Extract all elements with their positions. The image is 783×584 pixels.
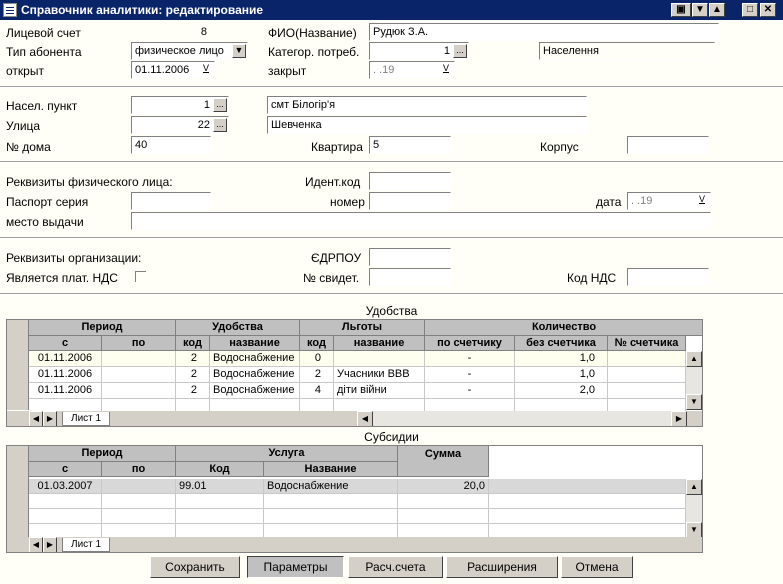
ellipsis-icon[interactable]: ... xyxy=(213,98,227,112)
cell-name[interactable] xyxy=(264,509,398,524)
cell-bcode[interactable]: 4 xyxy=(300,383,334,399)
extensions-button[interactable]: Расширения xyxy=(446,556,558,578)
col-from[interactable]: с xyxy=(29,336,102,351)
row-header xyxy=(7,320,29,410)
passport-date-label: дата xyxy=(596,195,622,209)
col-group-period: Период xyxy=(29,446,176,462)
vertical-scrollbar[interactable] xyxy=(686,479,702,538)
edrpou-field[interactable] xyxy=(369,248,451,266)
cell-code[interactable]: 2 xyxy=(176,367,210,383)
sheet-prev-icon[interactable]: ◀ xyxy=(29,537,43,553)
account-field[interactable]: 8 xyxy=(131,23,211,41)
cell-nometer[interactable]: 1,0 xyxy=(515,351,608,367)
cell-meter[interactable]: - xyxy=(425,351,515,367)
ident-code-field[interactable] xyxy=(369,172,451,190)
edrpou-label: ЄДРПОУ xyxy=(311,251,362,265)
cell-sum[interactable] xyxy=(398,494,489,509)
cell-name[interactable]: Водоснабжение xyxy=(210,351,300,367)
closed-date-value: . .19 xyxy=(373,64,395,76)
col-name[interactable]: Название xyxy=(264,462,398,477)
cell-from[interactable] xyxy=(29,509,102,524)
apartment-field[interactable]: 5 xyxy=(369,136,451,154)
cell-bname[interactable]: Учасники ВВВ xyxy=(334,367,425,383)
close-icon[interactable]: ✕ xyxy=(760,3,776,17)
cell-name[interactable]: Водоснабжение xyxy=(210,383,300,399)
passport-series-label: Паспорт серия xyxy=(6,195,89,209)
ident-code-label: Идент.код xyxy=(305,175,361,189)
cell-to[interactable] xyxy=(102,383,176,399)
locality-name-field: смт Білогір'я xyxy=(267,96,587,114)
calendar-dropdown-icon[interactable]: V xyxy=(202,63,209,73)
cell-extra[interactable] xyxy=(489,479,686,494)
cell-sum[interactable]: 20,0 xyxy=(398,479,489,494)
horizontal-scrollbar[interactable] xyxy=(357,411,687,427)
opened-date-value: 01.11.2006 xyxy=(135,64,190,76)
opened-label: открыт xyxy=(6,64,44,78)
ellipsis-icon[interactable]: ... xyxy=(213,118,227,132)
passport-number-label: номер xyxy=(330,195,365,209)
cell-bcode[interactable]: 2 xyxy=(300,367,334,383)
locality-code-field[interactable] xyxy=(131,96,229,114)
printer-icon[interactable]: ▣ xyxy=(671,3,691,17)
cell-from[interactable] xyxy=(29,494,102,509)
passport-number-field[interactable] xyxy=(369,192,451,210)
cell-nometer[interactable]: 2,0 xyxy=(515,383,608,399)
cell-from[interactable]: 01.11.2006 xyxy=(29,383,102,399)
cell-to[interactable] xyxy=(102,479,176,494)
street-name-field: Шевченка xyxy=(267,116,587,134)
passport-date-field[interactable] xyxy=(627,192,711,210)
vat-code-field[interactable] xyxy=(627,268,709,286)
cell-sum[interactable] xyxy=(398,509,489,524)
subsidies-grid[interactable] xyxy=(6,445,703,553)
calendar-dropdown-icon[interactable]: V xyxy=(698,194,705,204)
sheet-bar xyxy=(7,411,703,427)
sheet-tab[interactable]: Лист 1 xyxy=(62,412,110,426)
sheet-prev-icon[interactable]: ◀ xyxy=(29,411,43,427)
sheet-next-icon[interactable]: ▶ xyxy=(43,411,57,427)
col-to[interactable]: по xyxy=(102,336,176,351)
col-meter[interactable]: по счетчику xyxy=(425,336,515,351)
building-label: Корпус xyxy=(540,140,579,154)
fio-field[interactable]: Рудюк З.А. xyxy=(369,23,719,41)
row-header xyxy=(7,446,29,538)
cert-number-label: № свидет. xyxy=(303,271,360,285)
scroll-down-icon[interactable]: ▼ xyxy=(686,394,702,410)
col-benefit-code[interactable]: код xyxy=(300,336,334,351)
scroll-down-icon[interactable]: ▼ xyxy=(686,522,702,538)
col-group-service: Услуга xyxy=(176,446,398,462)
cell-from[interactable]: 01.11.2006 xyxy=(29,351,102,367)
cell-name[interactable]: Водоснабжение xyxy=(264,479,398,494)
cell-code[interactable]: 2 xyxy=(176,351,210,367)
cell-meterno[interactable] xyxy=(608,383,686,399)
col-group-period: Период xyxy=(29,320,176,336)
amenities-caption: Удобства xyxy=(365,304,418,318)
save-button[interactable]: Сохранить xyxy=(150,556,240,578)
cell-from[interactable]: 01.03.2007 xyxy=(29,479,102,494)
vat-payer-label: Является плат. НДС xyxy=(6,271,118,285)
chevron-down-icon[interactable]: ▼ xyxy=(232,44,246,58)
category-name-field: Населення xyxy=(539,42,715,60)
street-code-value: 22 xyxy=(197,119,210,131)
accounts-button[interactable]: Расч.счета xyxy=(348,556,443,578)
app-icon xyxy=(3,3,17,17)
col-name[interactable]: название xyxy=(210,336,300,351)
cell-meter[interactable]: - xyxy=(425,367,515,383)
cell-to[interactable] xyxy=(102,351,176,367)
sheet-bar xyxy=(7,537,703,553)
account-label: Лицевой счет xyxy=(6,26,81,40)
col-no-meter[interactable]: без счетчика xyxy=(515,336,608,351)
passport-series-field[interactable] xyxy=(131,192,211,210)
col-from[interactable]: с xyxy=(29,462,102,477)
cell-to[interactable] xyxy=(102,509,176,524)
scroll-up-icon[interactable]: ▲ xyxy=(686,479,702,495)
sheet-tab[interactable]: Лист 1 xyxy=(62,538,110,552)
vat-code-label: Код НДС xyxy=(567,271,617,285)
category-code-value: 1 xyxy=(443,45,450,57)
separator xyxy=(0,86,783,88)
col-group-benefits: Льготы xyxy=(300,320,425,336)
street-label: Улица xyxy=(6,119,41,133)
org-details-label: Реквизиты организации: xyxy=(6,251,142,265)
locality-label: Насел. пункт xyxy=(6,99,78,113)
cell-name[interactable]: Водоснабжение xyxy=(210,367,300,383)
sheet-next-icon[interactable]: ▶ xyxy=(43,537,57,553)
closed-label: закрыт xyxy=(268,64,307,78)
dropdown-icon[interactable]: ▼ xyxy=(692,3,708,17)
calendar-dropdown-icon[interactable]: V xyxy=(442,63,449,73)
category-label: Категор. потреб. xyxy=(268,45,360,59)
issue-place-label: место выдачи xyxy=(6,215,84,229)
col-to[interactable]: по xyxy=(102,462,176,477)
cell-from[interactable]: 01.11.2006 xyxy=(29,367,102,383)
amenities-grid[interactable] xyxy=(6,319,703,427)
house-label: № дома xyxy=(6,140,51,154)
category-code-field[interactable] xyxy=(369,42,469,60)
closed-date-field[interactable] xyxy=(369,61,455,79)
params-button[interactable]: Параметры xyxy=(247,556,344,578)
col-benefit-name[interactable]: название xyxy=(334,336,425,351)
window-title: Справочник аналитики: редактирование xyxy=(21,3,264,17)
cell-name[interactable] xyxy=(264,494,398,509)
cell-meter[interactable]: - xyxy=(425,383,515,399)
cell-bname[interactable] xyxy=(334,351,425,367)
vertical-scrollbar[interactable] xyxy=(686,351,702,410)
scroll-up-icon[interactable]: ▲ xyxy=(686,351,702,367)
apartment-label: Квартира xyxy=(311,140,363,154)
title-bar xyxy=(0,0,783,20)
cell-extra[interactable] xyxy=(489,509,686,524)
cell-bname[interactable]: діти війни xyxy=(334,383,425,399)
subscriber-type-label: Тип абонента xyxy=(6,45,82,59)
opened-date-field[interactable] xyxy=(131,61,215,79)
form-area xyxy=(0,20,783,584)
cell-nometer[interactable]: 1,0 xyxy=(515,367,608,383)
fio-label: ФИО(Название) xyxy=(268,26,357,40)
up-arrow-icon[interactable]: ▲ xyxy=(709,3,725,17)
cell-code[interactable]: 2 xyxy=(176,383,210,399)
subscriber-type-select[interactable] xyxy=(131,42,248,60)
ellipsis-icon[interactable]: ... xyxy=(453,44,467,58)
locality-code-value: 1 xyxy=(203,99,210,111)
cell-code[interactable]: 99.01 xyxy=(176,479,264,494)
cell-to[interactable] xyxy=(102,494,176,509)
cert-number-field[interactable] xyxy=(369,268,451,286)
scroll-right-icon[interactable]: ▶ xyxy=(671,411,687,427)
subsidies-caption: Субсидии xyxy=(364,430,419,444)
cell-meterno[interactable] xyxy=(608,351,686,367)
subscriber-type-value: физическое лицо xyxy=(135,45,224,57)
vat-payer-checkbox[interactable] xyxy=(135,271,146,282)
house-field[interactable]: 40 xyxy=(131,136,211,154)
passport-date-value: . .19 xyxy=(631,195,653,207)
separator xyxy=(0,237,783,239)
col-code[interactable]: код xyxy=(176,336,210,351)
maximize-icon[interactable]: □ xyxy=(742,3,758,17)
cell-to[interactable] xyxy=(102,367,176,383)
col-sum[interactable]: Сумма xyxy=(398,446,489,477)
street-code-field[interactable] xyxy=(131,116,229,134)
col-group-amenity: Удобства xyxy=(176,320,300,336)
cell-extra[interactable] xyxy=(489,494,686,509)
cell-code[interactable] xyxy=(176,494,264,509)
scroll-left-icon[interactable]: ◀ xyxy=(357,411,373,427)
person-details-label: Реквизиты физического лица: xyxy=(6,175,173,189)
separator xyxy=(0,293,783,295)
cell-code[interactable] xyxy=(176,509,264,524)
cancel-button[interactable]: Отмена xyxy=(561,556,633,578)
issue-place-field[interactable] xyxy=(131,212,711,230)
col-code[interactable]: Код xyxy=(176,462,264,477)
building-field[interactable] xyxy=(627,136,709,154)
cell-meterno[interactable] xyxy=(608,367,686,383)
col-group-quantity: Количество xyxy=(425,320,703,336)
cell-bcode[interactable]: 0 xyxy=(300,351,334,367)
separator xyxy=(0,161,783,163)
col-meter-number[interactable]: № счетчика xyxy=(608,336,686,351)
